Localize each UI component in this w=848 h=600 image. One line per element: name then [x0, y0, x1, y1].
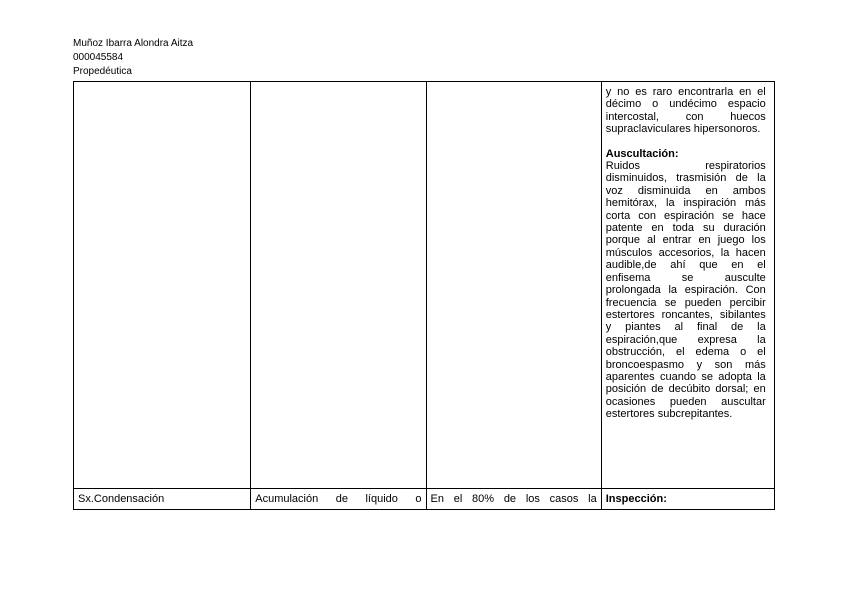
table-cell-syndrome: Sx.Condensación: [74, 489, 251, 510]
document-header: [73, 37, 193, 79]
percussion-continuation-text: y no es raro encontrarla en el décimo o undécimo espacio intercostal, con huecos supraclaviculares hipersonoros.: [605, 86, 766, 136]
table-cell-definition: [251, 489, 426, 510]
table-cell-etiology: [426, 489, 601, 510]
word: de: [503, 493, 517, 505]
word: el: [453, 493, 463, 505]
word: los: [525, 493, 540, 505]
word: Acumulación: [255, 493, 319, 505]
auscultation-text: Ruidos respiratorios disminuidos, trasmisión de la voz disminuida en ambos hemitórax, la inspiración más corta con espiración se hace patente en toda su duración porque al entrar en juego los músculos accesorios, la hacen audible,de ahí que en el enfisema se ausculte prolongada la espiración. Con frecuencia se pueden percibir estertores roncantes, sibilantes y piantes al final de la espiración,que expresa la obstrucción, el edema o el broncoespasmo y son más aparentes cuando se adopta la posición de decúbito dorsal; en ocasiones pueden auscultar estertores subcrepitantes.: [605, 160, 766, 421]
word: 80%: [472, 493, 495, 505]
etiology-words: [431, 493, 597, 505]
table-cell-syndrome: [74, 82, 251, 489]
table-cell-etiology: [426, 82, 601, 489]
table-row: [74, 489, 775, 510]
word: líquido: [365, 493, 398, 505]
inspection-heading: Inspección:: [601, 489, 774, 510]
word: la: [588, 493, 597, 505]
student-id: 000045584: [73, 52, 124, 63]
word: de: [335, 493, 348, 505]
table-cell-definition: [251, 82, 426, 489]
auscultation-heading: Auscultación:: [605, 147, 679, 160]
word: o: [415, 493, 422, 505]
syndromes-table: [73, 81, 775, 510]
word: En: [430, 493, 444, 505]
subject-name: Propedéutica: [73, 66, 132, 77]
word: casos: [549, 493, 579, 505]
student-name: Muñoz Ibarra Alondra Aitza: [73, 38, 194, 49]
table-cell-findings: [601, 82, 774, 489]
table-row: [74, 82, 775, 489]
definition-words: [255, 493, 421, 505]
